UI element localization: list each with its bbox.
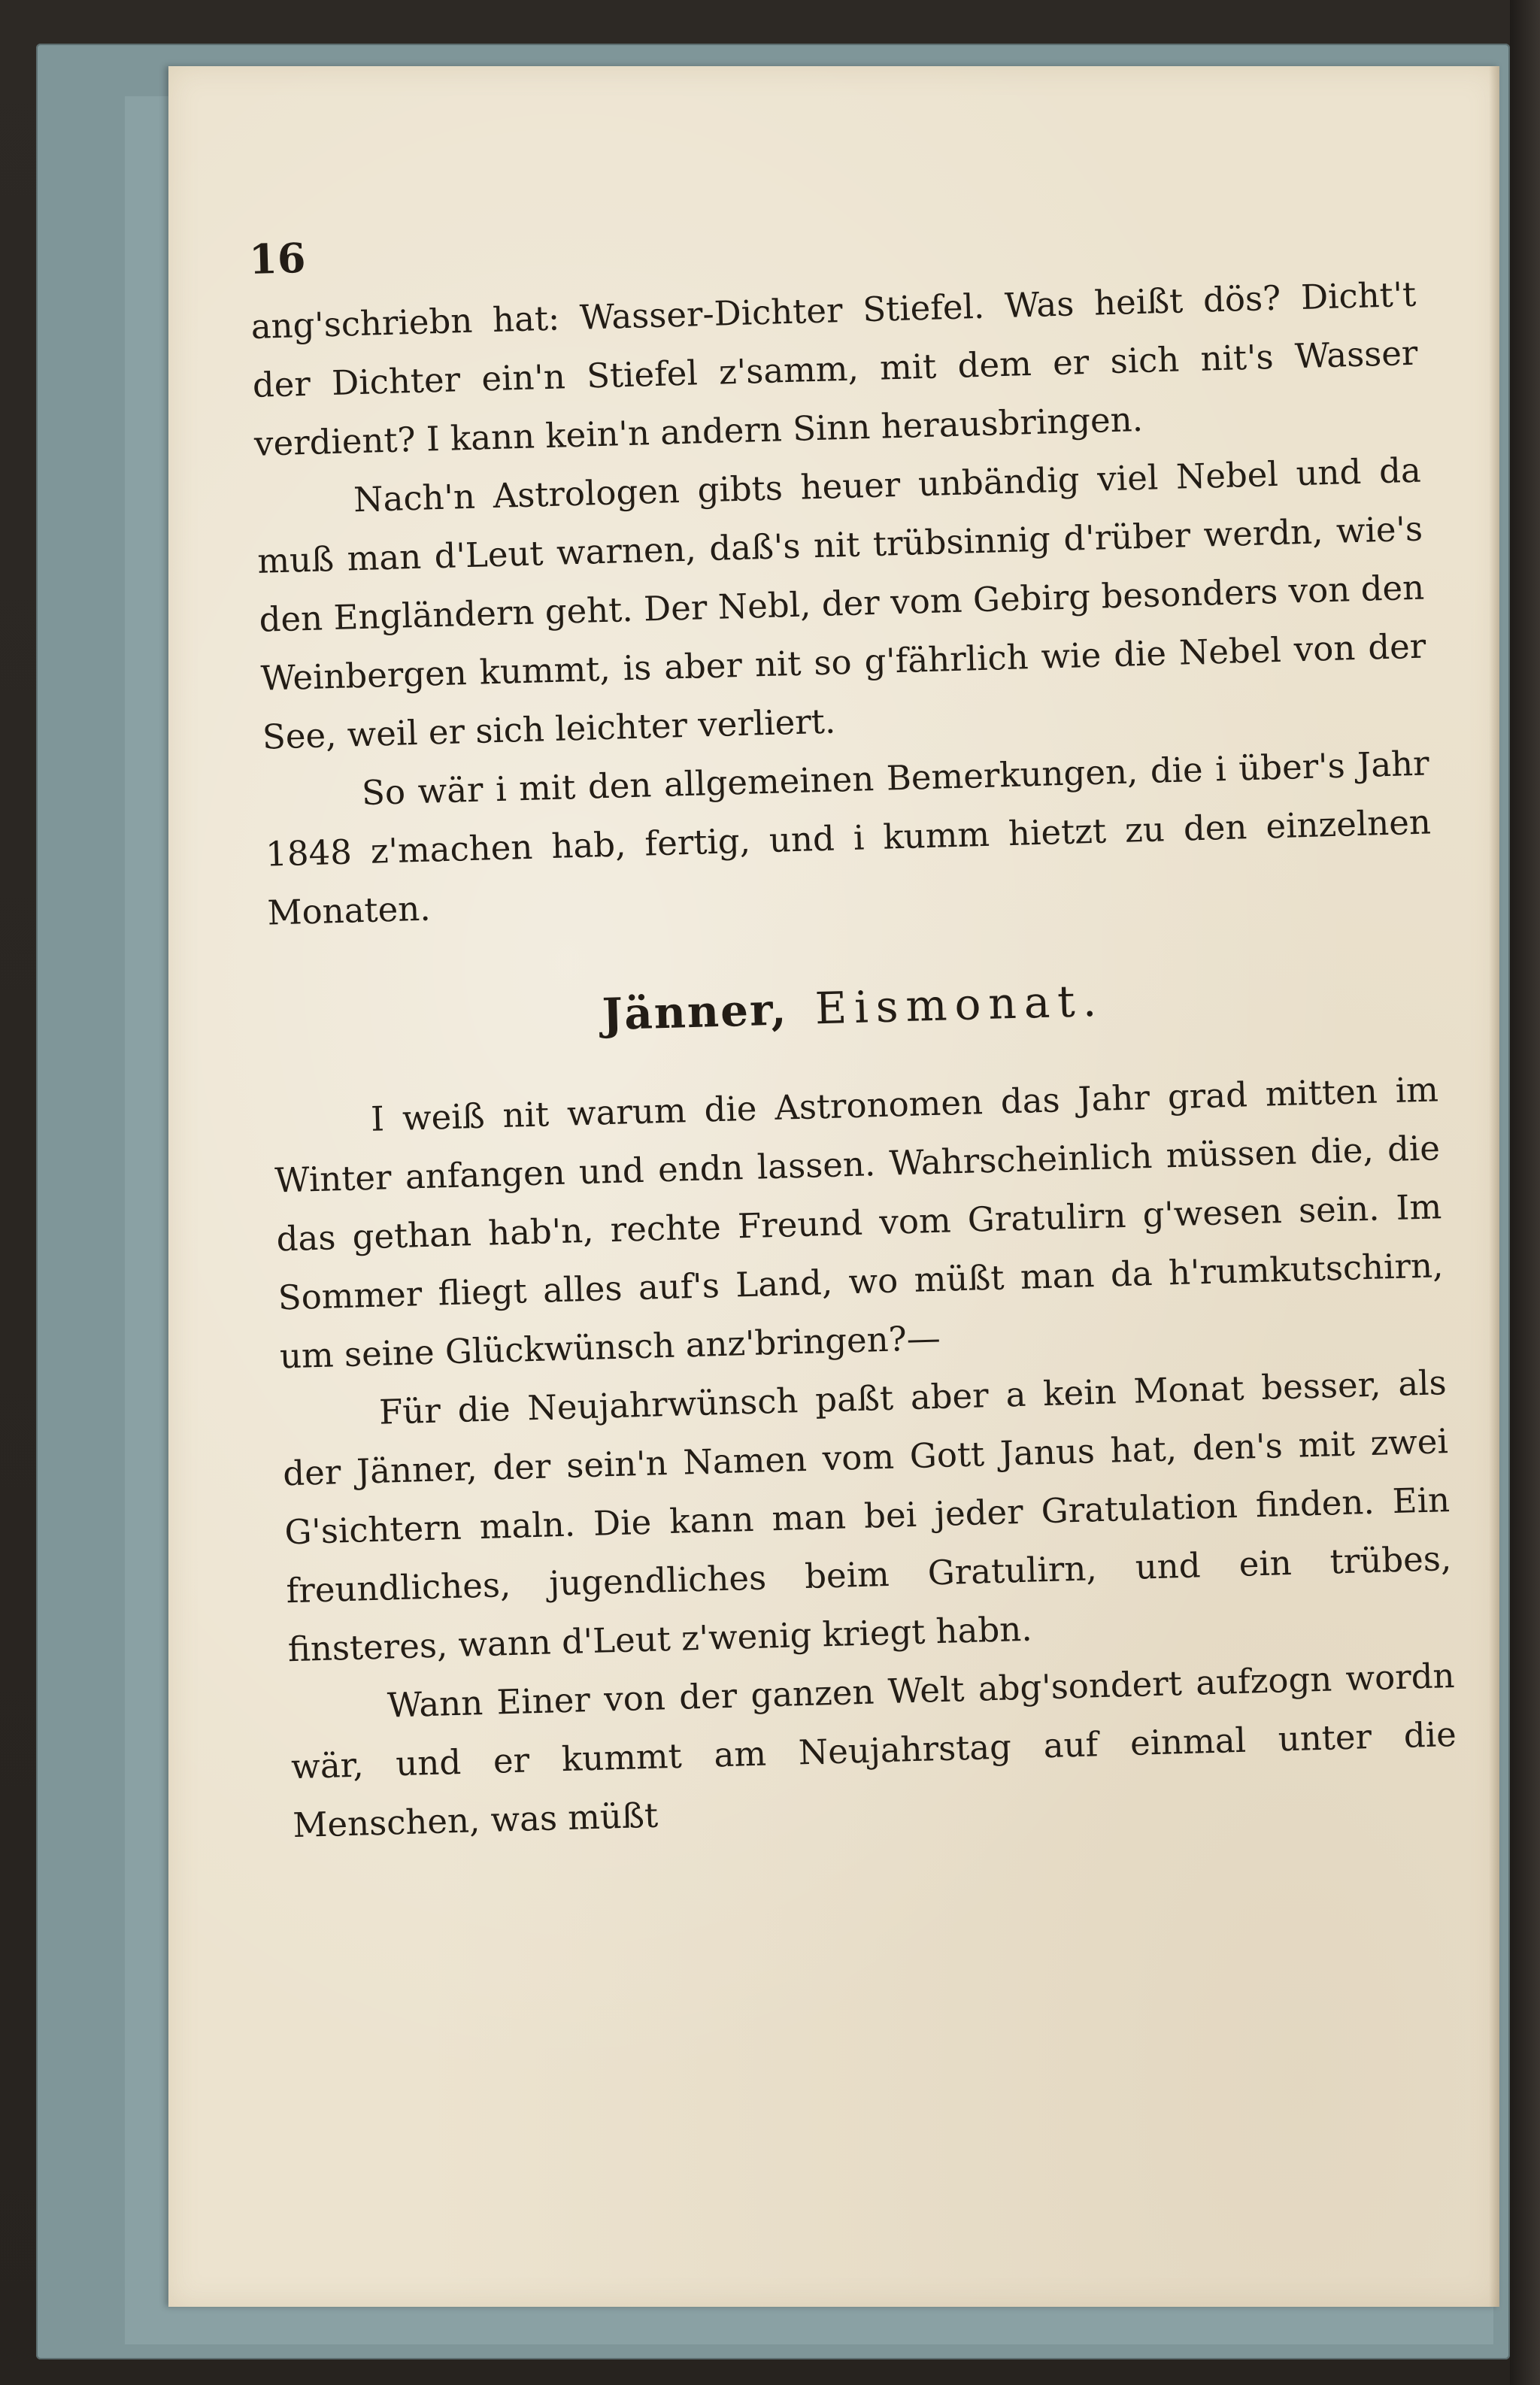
heading-month-german: Eismonat.: [814, 974, 1105, 1035]
paragraph-new-year-wishes: Für die Neujahrwünsch paßt aber a kein Monat besser, als der Jänner, der sein'n Namen vom Gott Janus hat, den's mit zwei G'sichtern maln. Die kann man bei jeder Gratulation finden. Ein freundliches, jugendliches beim Gratulirn, und ein trübes, finsteres, wann d'Leut z'wenig kriegt habn.: [282, 1362, 1452, 1670]
heading-month: Jänner,: [601, 983, 789, 1041]
page-text-column: [248, 193, 1459, 1855]
paragraph-general-remarks: So wär i mit den allgemeinen Bemerkungen, die i über's Jahr 1848 z'machen hab, fertig, und i kumm hietzt zu den einzelnen Monaten.: [265, 743, 1432, 933]
page-edge-shadow: [1489, 66, 1499, 2307]
paragraph-astrologers: Nach'n Astrologen gibts heuer unbändig viel Nebel und da muß man d'Leut warnen, daß's nit trübsinnig d'rüber werdn, wie's den Engländern geht. Der Nebl, der vom Gebirg besonders von den Weinbergen kummt, is aber nit so g'fährlich wie die Nebel von der See, weil er sich leichter verliert.: [256, 450, 1426, 757]
section-heading: [270, 961, 1437, 1053]
adjacent-page-edge: [1510, 0, 1540, 2385]
paragraph-new-year-day: Wann Einer von der ganzen Welt abg'sondert aufzogn wordn wär, und er kummt am Neujahrstag auf einmal unter die Menschen, was müßt: [290, 1655, 1457, 1846]
paragraph-continued: ang'schriebn hat: Wasser-Dichter Stiefel. Was heißt dös? Dicht't der Dichter ein'n Stiefel z'samm, mit dem er sich nit's Wasser verdient? I kann kein'n andern Sinn herausbringen.: [250, 274, 1419, 464]
paragraph-astronomers: I weiß nit warum die Astronomen das Jahr grad mitten im Winter anfangen und endn lassen. Wahrscheinlich müssen die, die das gethan hab'n, rechte Freund vom Gratulirn g'wesen sein. Im Sommer fliegt alles auf's Land, wo müßt man da h'rumkutschirn, um seine Glückwünsch anz'bringen?—: [274, 1069, 1444, 1377]
page-number: 16: [248, 233, 307, 283]
